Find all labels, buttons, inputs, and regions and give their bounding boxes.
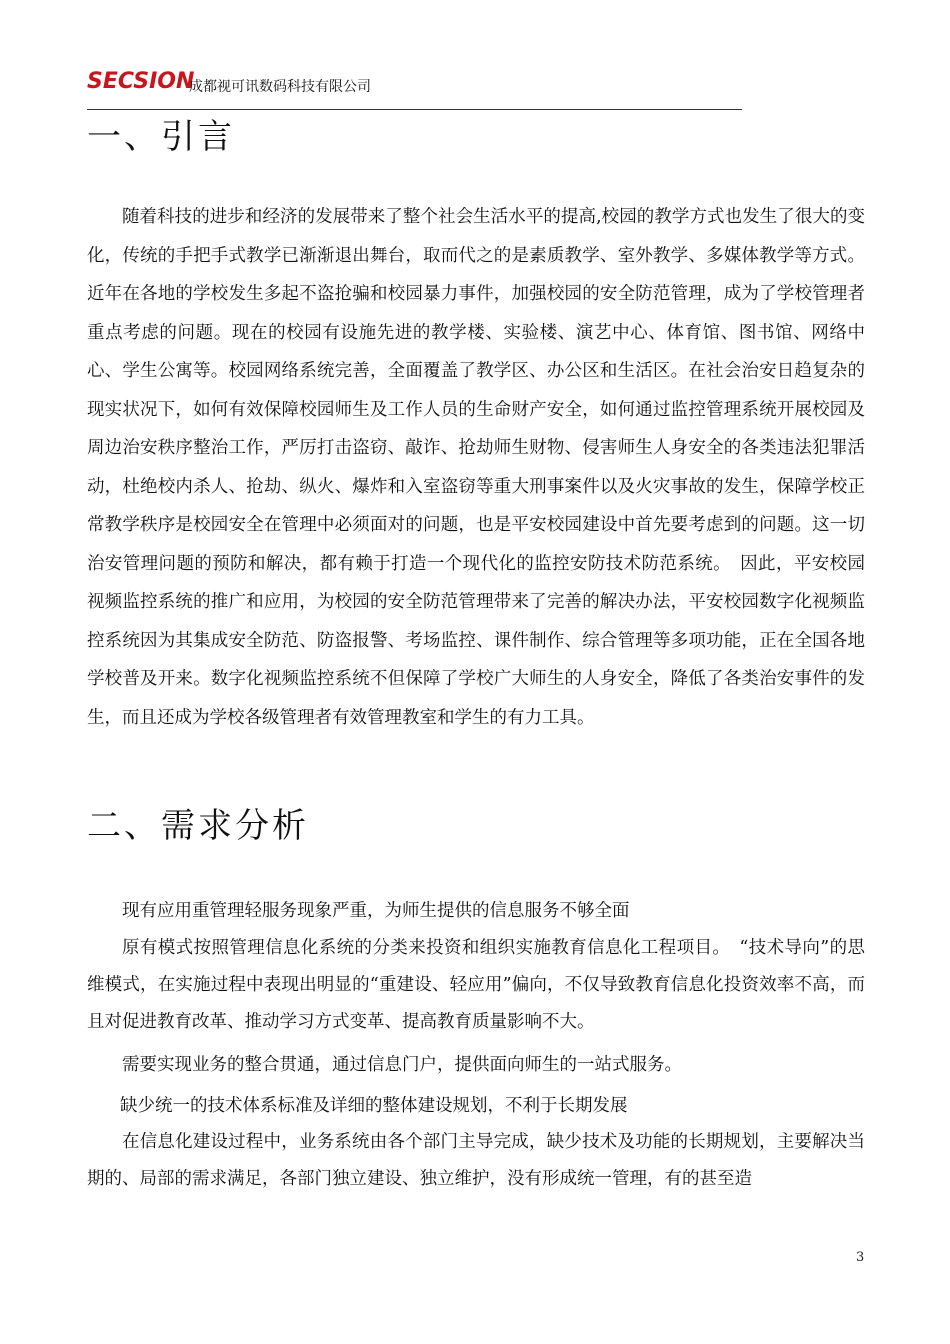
page-number: 3 [856,1250,865,1265]
section-title-introduction: 一、引言 [87,117,235,157]
requirement-heading-2: 缺少统一的技术体系标准及详细的整体建设规划，不利于长期发展 [120,1096,628,1116]
page-header [87,66,742,112]
requirement-note-1: 需要实现业务的整合贯通，通过信息门户，提供面向师生的一站式服务。 [122,1055,682,1075]
header-divider [87,109,742,110]
logo-text: SECSION [87,69,195,94]
requirement-paragraph-1: 原有模式按照管理信息化系统的分类来投资和组织实施教育信息化工程项目。 “技术导向”的思维模式，在实施过程中表现出明显的“重建设、轻应用”偏向，不仅导致教育信息化投资效率不高，而且对促进教育改革、推动学习方式变革、提高教育质量影响不大。 [87,938,865,1032]
requirement-paragraph-2: 在信息化建设过程中，业务系统由各个部门主导完成，缺少技术及功能的长期规划，主要解决当期的、局部的需求满足，各部门独立建设、独立维护，没有形成统一管理，有的甚至造 [87,1132,865,1189]
section-title-requirements: 二、需求分析 [87,806,309,846]
introduction-paragraph: 随着科技的进步和经济的发展带来了整个社会生活水平的提高,校园的教学方式也发生了很大的变化，传统的手把手式教学已渐渐退出舞台，取而代之的是素质教学、室外教学、多媒体教学等方式。近年在各地的学校发生多起不盗抢骗和校园暴力事件，加强校园的安全防范管理，成为了学校管理者重点考虑的问题。现在的校园有设施先进的教学楼、实验楼、演艺中心、体育馆、图书馆、网络中心、学生公寓等。校园网络系统完善，全面覆盖了教学区、办公区和生活区。在社会治安日趋复杂的现实状况下，如何有效保障校园师生及工作人员的生命财产安全，如何通过监控管理系统开展校园及周边治安秩序整治工作，严厉打击盗窃、敲诈、抢劫师生财物、侵害师生人身安全的各类违法犯罪活动，杜绝校内杀人、抢劫、纵火、爆炸和入室盗窃等重大刑事案件以及火灾事故的发生，保障学校正常教学秩序是校园安全在管理中必须面对的问题，也是平安校园建设中首先要考虑到的问题。这一切治安管理问题的预防和解决，都有赖于打造一个现代化的监控安防技术防范系统。 因此，平安校园视频监控系统的推广和应用，为校园的安全防范管理带来了完善的解决办法，平安校园数字化视频监控系统因为其集成安全防范、防盗报警、考场监控、课件制作、综合管理等多项功能，正在全国各地学校普及开来。数字化视频监控系统不但保障了学校广大师生的人身安全，降低了各类治安事件的发生，而且还成为学校各级管理者有效管理教室和学生的有力工具。 [87,207,865,728]
company-name: 成都视可讯数码科技有限公司 [189,79,371,95]
company-logo [87,68,194,96]
requirement-heading-1: 现有应用重管理轻服务现象严重，为师生提供的信息服务不够全面 [122,901,630,921]
